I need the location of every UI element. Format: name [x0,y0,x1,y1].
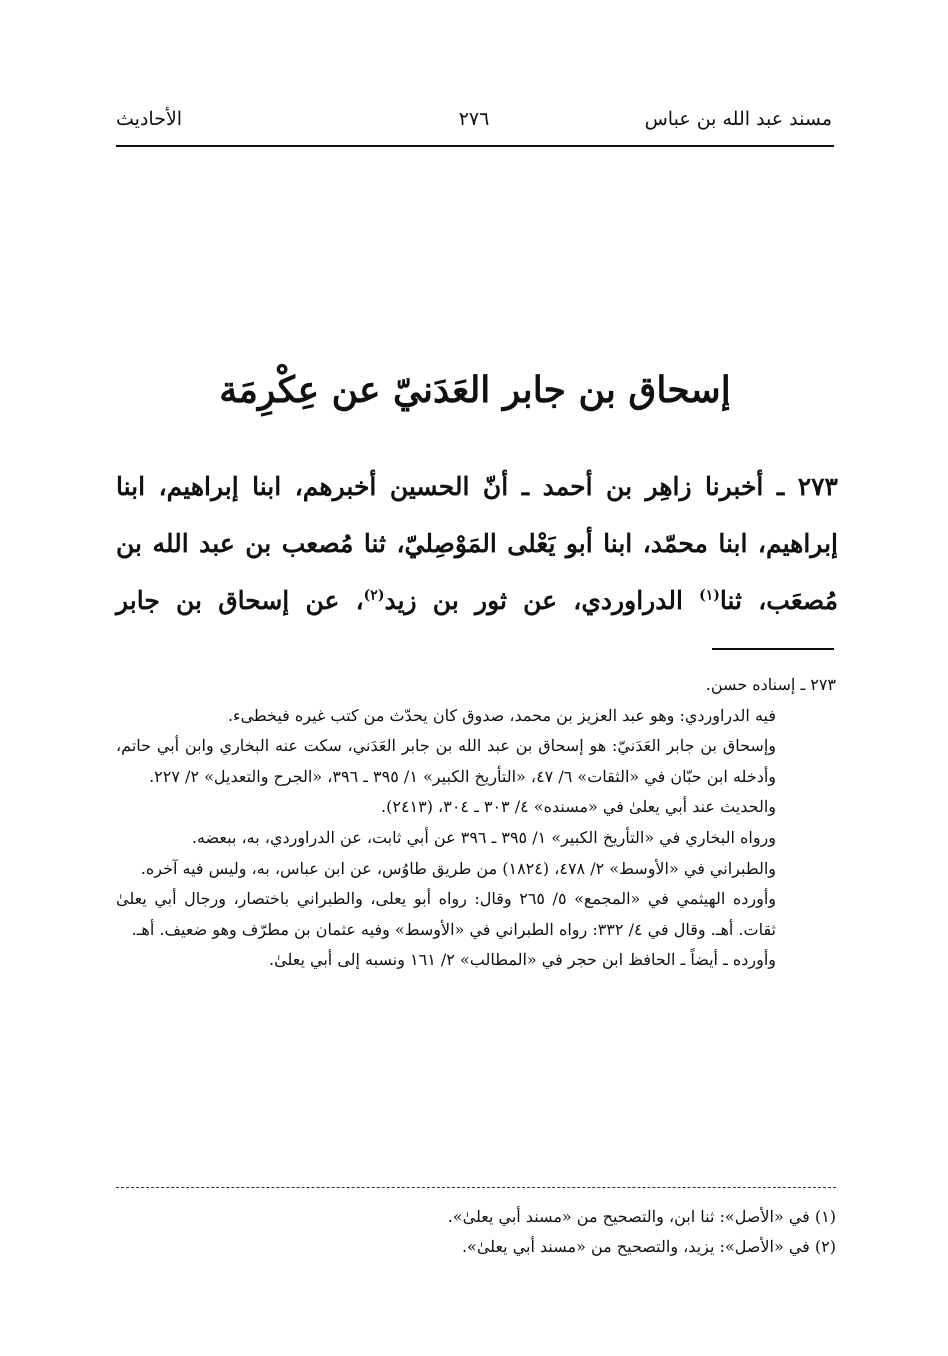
commentary-heading: ٢٧٣ ـ إسناده حسن. [705,675,836,694]
commentary-paragraph: ورواه البخاري في «التأريخ الكبير» ١/ ٣٩٥ ـ ٣٩٦ عن أبي ثابت، عن الدراوردي، به، ببعضه. [191,827,776,847]
commentary-paragraph: فيه الدراوردي: وهو عبد العزيز بن محمد، صدوق كان يحدّث من كتب غيره فيخطىء. [227,705,776,725]
commentary-paragraph: وإسحاق بن جابر العَدَنيّ: هو إسحاق بن عبد الله بن جابر العَدَني، سكت عنه البخاري وابن أبي حاتم، وأدخله ابن حبّان في «الثقات» ٦/ ٤٧، «التأريخ الكبير» ١/ ٣٩٥ ـ ٣٩٦، «الجرح والتعديل» ٢/ ٢٢٧. [116,736,776,786]
footnote-1: (١) في «الأصل»: ثنا ابن، والتصحيح من «مسند أبي يعلىٰ». [447,1207,836,1226]
commentary-paragraph: وأورده ـ أيضاً ـ الحافظ ابن حجر في «المطالب» ٢/ ١٦١ ونسبه إلى أبي يعلىٰ. [269,950,776,970]
hadith-chain-part3: ، عن إسحاق بن جابر [116,586,364,615]
running-title: مسند عبد الله بن عباس [644,108,832,130]
page-number: ٢٧٦ [458,108,490,130]
commentary-block [116,670,836,976]
footnotes-block [116,1202,836,1262]
chapter-title: إسحاق بن جابر العَدَنيّ عن عِكْرِمَة [219,369,731,411]
commentary-rule [712,648,834,650]
section-label: الأحاديث [116,108,183,130]
hadith-chain-part2: الدراوردي، عن ثور بن زيد [384,586,683,615]
commentary-paragraph: وأورده الهيثمي في «المجمع» ٥/ ٢٦٥ وقال: رواه أبو يعلى، والطبراني باختصار، ورجال أبي يعلىٰ ثقات. أهـ. وقال في ٤/ ٣٣٢: رواه الطبراني في «الأوسط» وفيه عثمان بن مطرّف وهو ضعيف. أهـ. [116,889,777,939]
hadith-text [116,458,838,629]
footnotes-rule [116,1187,836,1188]
footnote-marker-2[interactable]: (٢) [363,587,385,604]
header-rule [116,145,834,147]
footnote-2: (٢) في «الأصل»: يزيد، والتصحيح من «مسند أبي يعلىٰ». [461,1237,836,1256]
commentary-paragraph: والطبراني في «الأوسط» ٢/ ٤٧٨، (١٨٢٤) من طريق طاوُس، عن ابن عباس، به، وليس فيه آخره. [140,858,776,878]
commentary-paragraph: والحديث عند أبي يعلىٰ في «مسنده» ٤/ ٣٠٣ ـ ٣٠٤، (٢٤١٣). [381,797,776,817]
hadith-number: ٢٧٣ [797,472,838,501]
hadith-chain-part1: ـ أخبرنا زاهِر بن أحمد ـ أنّ الحسين أخبرهم، ابنا إبراهيم، ابنا إبراهيم، ابنا محمّد، ابنا أبو يَعْلى المَوْصِليّ، ثنا مُصعب بن عبد الله بن مُصعَب، ثنا [116,472,838,615]
running-header [116,104,832,144]
footnote-marker-1[interactable]: (١) [699,587,720,604]
